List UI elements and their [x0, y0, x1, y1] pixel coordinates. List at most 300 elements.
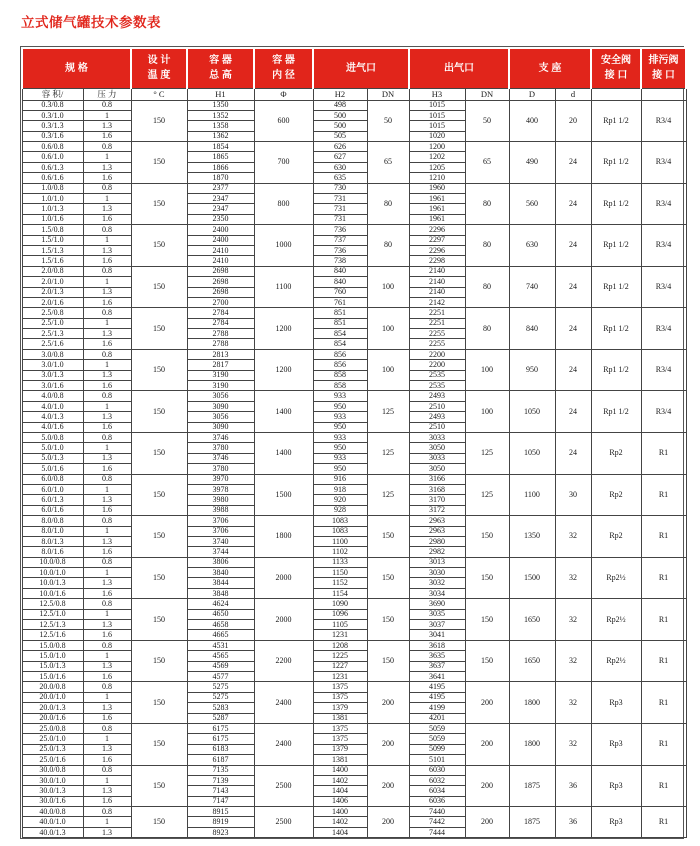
cell-h1: 4624: [187, 599, 254, 609]
cell-spec: 12.5/1.0: [22, 609, 83, 619]
cell-h3: 3166: [409, 474, 465, 484]
cell-h2: 858: [313, 370, 367, 380]
cell-spec: 6.0/1.3: [22, 495, 83, 505]
cell-spec: 1.0/1.3: [22, 204, 83, 214]
cell-pressure: 1.3: [83, 620, 131, 630]
cell-h1: 3706: [187, 526, 254, 536]
cell-spec: 5.0/0.8: [22, 433, 83, 443]
cell-spec: 4.0/1.6: [22, 422, 83, 432]
cell-h2: 950: [313, 422, 367, 432]
cell-h3: 1015: [409, 110, 465, 120]
cell-h3: 2251: [409, 318, 465, 328]
cell-h3: 3168: [409, 484, 465, 494]
cell-support-bolt-d: 24: [555, 433, 591, 475]
cell-pressure: 0.8: [83, 433, 131, 443]
cell-h3: 3172: [409, 505, 465, 515]
cell-h1: 1866: [187, 162, 254, 172]
cell-h3: 1200: [409, 142, 465, 152]
cell-inlet-dn: 65: [367, 142, 409, 184]
cell-pressure: 0.8: [83, 516, 131, 526]
cell-support-d: 740: [509, 266, 555, 308]
cell-spec: 5.0/1.3: [22, 453, 83, 463]
cell-h2: 933: [313, 412, 367, 422]
cell-h2: 1133: [313, 557, 367, 567]
cell-safety-valve-port: Rp1 1/2: [591, 266, 641, 308]
cell-inlet-dn: 80: [367, 183, 409, 225]
cell-h2: 500: [313, 110, 367, 120]
cell-h1: 2410: [187, 245, 254, 255]
cell-h1: 6175: [187, 734, 254, 744]
cell-support-d: 1875: [509, 807, 555, 838]
cell-h3: 3035: [409, 609, 465, 619]
cell-spec: 4.0/1.0: [22, 401, 83, 411]
spec-table-wrapper: [20, 46, 684, 839]
cell-drain-valve-port: R3/4: [641, 142, 686, 184]
cell-h2: 761: [313, 297, 367, 307]
cell-h1: 2400: [187, 235, 254, 245]
cell-spec: 0.6/1.0: [22, 152, 83, 162]
cell-h2: 1154: [313, 588, 367, 598]
cell-h2: 1083: [313, 516, 367, 526]
cell-spec: 3.0/1.3: [22, 370, 83, 380]
cell-h2: 933: [313, 391, 367, 401]
table-row: [22, 640, 686, 650]
subheader-phi: Φ: [254, 88, 313, 100]
cell-safety-valve-port: Rp2½: [591, 557, 641, 599]
cell-h1: 3706: [187, 516, 254, 526]
cell-pressure: 0.8: [83, 142, 131, 152]
cell-pressure: 1.3: [83, 661, 131, 671]
cell-spec: 25.0/0.8: [22, 723, 83, 733]
cell-support-d: 1100: [509, 474, 555, 516]
subheader-drain-blank: [641, 88, 686, 100]
cell-safety-valve-port: Rp1 1/2: [591, 225, 641, 267]
cell-support-bolt-d: 36: [555, 765, 591, 807]
cell-pressure: 1: [83, 152, 131, 162]
cell-h2: 854: [313, 329, 367, 339]
cell-pressure: 1.6: [83, 505, 131, 515]
cell-h2: 1375: [313, 692, 367, 702]
cell-spec: 6.0/0.8: [22, 474, 83, 484]
cell-h2: 500: [313, 121, 367, 131]
spec-table-body: [22, 88, 686, 838]
cell-h1: 3746: [187, 453, 254, 463]
cell-drain-valve-port: R3/4: [641, 308, 686, 350]
cell-design-temp: 150: [131, 183, 187, 225]
cell-h3: 2296: [409, 225, 465, 235]
cell-pressure: 1: [83, 443, 131, 453]
cell-h3: 3637: [409, 661, 465, 671]
cell-inner-diameter: 2400: [254, 723, 313, 765]
cell-h1: 5283: [187, 703, 254, 713]
cell-pressure: 1.3: [83, 287, 131, 297]
cell-inlet-dn: 125: [367, 474, 409, 516]
cell-design-temp: 150: [131, 100, 187, 142]
cell-support-bolt-d: 24: [555, 349, 591, 391]
cell-h1: 2788: [187, 339, 254, 349]
cell-h3: 2493: [409, 391, 465, 401]
cell-spec: 6.0/1.0: [22, 484, 83, 494]
cell-h3: 5059: [409, 734, 465, 744]
cell-h3: 1961: [409, 214, 465, 224]
cell-pressure: 1: [83, 609, 131, 619]
cell-h3: 2255: [409, 329, 465, 339]
cell-spec: 30.0/1.0: [22, 775, 83, 785]
cell-drain-valve-port: R1: [641, 640, 686, 682]
cell-spec: 1.5/0.8: [22, 225, 83, 235]
subheader-pressure: 压 力: [83, 88, 131, 100]
cell-inner-diameter: 1200: [254, 308, 313, 350]
header-spec: 规 格: [22, 48, 131, 88]
cell-h1: 7147: [187, 796, 254, 806]
cell-inner-diameter: 1500: [254, 474, 313, 516]
cell-h2: 1402: [313, 817, 367, 827]
cell-outlet-dn: 80: [465, 266, 509, 308]
cell-spec: 8.0/0.8: [22, 516, 83, 526]
cell-h2: 1105: [313, 620, 367, 630]
cell-spec: 2.5/1.0: [22, 318, 83, 328]
cell-pressure: 1: [83, 484, 131, 494]
header-inlet: 进气口: [313, 48, 409, 88]
cell-h3: 2510: [409, 422, 465, 432]
cell-h1: 4569: [187, 661, 254, 671]
cell-safety-valve-port: Rp1 1/2: [591, 100, 641, 142]
cell-support-d: 1650: [509, 640, 555, 682]
cell-drain-valve-port: R1: [641, 682, 686, 724]
cell-spec: 8.0/1.0: [22, 526, 83, 536]
cell-spec: 40.0/0.8: [22, 807, 83, 817]
cell-inlet-dn: 150: [367, 557, 409, 599]
cell-h2: 918: [313, 484, 367, 494]
cell-h3: 2142: [409, 297, 465, 307]
cell-h3: 2963: [409, 516, 465, 526]
cell-h3: 2298: [409, 256, 465, 266]
cell-h2: 1381: [313, 713, 367, 723]
cell-h2: 1231: [313, 630, 367, 640]
cell-h1: 2788: [187, 329, 254, 339]
cell-safety-valve-port: Rp1 1/2: [591, 142, 641, 184]
table-row: [22, 516, 686, 526]
cell-drain-valve-port: R1: [641, 474, 686, 516]
cell-pressure: 1.6: [83, 713, 131, 723]
cell-pressure: 1: [83, 277, 131, 287]
cell-h3: 2140: [409, 277, 465, 287]
subheader-row: [22, 88, 686, 100]
cell-h2: 760: [313, 287, 367, 297]
cell-outlet-dn: 125: [465, 433, 509, 475]
cell-safety-valve-port: Rp2: [591, 516, 641, 558]
cell-h2: 950: [313, 401, 367, 411]
cell-h3: 3034: [409, 588, 465, 598]
cell-drain-valve-port: R1: [641, 599, 686, 641]
cell-support-d: 1350: [509, 516, 555, 558]
cell-pressure: 1.6: [83, 796, 131, 806]
cell-h1: 2784: [187, 308, 254, 318]
cell-h2: 736: [313, 245, 367, 255]
cell-h3: 2296: [409, 245, 465, 255]
cell-h2: 1231: [313, 671, 367, 681]
table-row: [22, 723, 686, 733]
cell-inlet-dn: 125: [367, 433, 409, 475]
cell-h2: 1150: [313, 568, 367, 578]
cell-design-temp: 150: [131, 142, 187, 184]
cell-drain-valve-port: R1: [641, 723, 686, 765]
subheader-h1: H1: [187, 88, 254, 100]
cell-h3: 2535: [409, 370, 465, 380]
cell-h3: 3037: [409, 620, 465, 630]
cell-pressure: 1.3: [83, 329, 131, 339]
cell-design-temp: 150: [131, 599, 187, 641]
cell-pressure: 1.3: [83, 453, 131, 463]
cell-spec: 40.0/1.0: [22, 817, 83, 827]
table-row: [22, 142, 686, 152]
cell-h3: 2200: [409, 349, 465, 359]
table-row: [22, 682, 686, 692]
table-row: [22, 349, 686, 359]
cell-inner-diameter: 2200: [254, 640, 313, 682]
cell-h3: 7444: [409, 827, 465, 837]
cell-h3: 3641: [409, 671, 465, 681]
cell-pressure: 0.8: [83, 723, 131, 733]
cell-inner-diameter: 2500: [254, 765, 313, 807]
cell-h1: 3844: [187, 578, 254, 588]
cell-h2: 737: [313, 235, 367, 245]
table-row: [22, 557, 686, 567]
cell-spec: 1.0/1.6: [22, 214, 83, 224]
subheader-h3: H3: [409, 88, 465, 100]
spec-table-header: [22, 48, 686, 88]
cell-drain-valve-port: R1: [641, 516, 686, 558]
cell-spec: 1.5/1.3: [22, 245, 83, 255]
cell-h2: 626: [313, 142, 367, 152]
cell-h2: 933: [313, 433, 367, 443]
cell-pressure: 0.8: [83, 308, 131, 318]
cell-design-temp: 150: [131, 765, 187, 807]
cell-drain-valve-port: R3/4: [641, 391, 686, 433]
cell-spec: 0.3/1.3: [22, 121, 83, 131]
cell-outlet-dn: 100: [465, 391, 509, 433]
cell-inner-diameter: 1000: [254, 225, 313, 267]
cell-h3: 6030: [409, 765, 465, 775]
cell-h1: 3978: [187, 484, 254, 494]
cell-h2: 1400: [313, 807, 367, 817]
cell-design-temp: 150: [131, 349, 187, 391]
cell-drain-valve-port: R1: [641, 807, 686, 838]
cell-safety-valve-port: Rp3: [591, 807, 641, 838]
cell-h2: 1225: [313, 651, 367, 661]
cell-h1: 1870: [187, 173, 254, 183]
cell-h2: 1379: [313, 703, 367, 713]
cell-h1: 8923: [187, 827, 254, 837]
cell-spec: 1.0/1.0: [22, 194, 83, 204]
cell-pressure: 1: [83, 194, 131, 204]
cell-outlet-dn: 150: [465, 640, 509, 682]
cell-pressure: 1.3: [83, 162, 131, 172]
cell-h1: 7139: [187, 775, 254, 785]
cell-inlet-dn: 150: [367, 516, 409, 558]
cell-pressure: 1: [83, 692, 131, 702]
header-drain-valve: 排污阀 接 口: [641, 48, 686, 88]
cell-inlet-dn: 150: [367, 599, 409, 641]
cell-pressure: 1.3: [83, 786, 131, 796]
cell-h1: 2698: [187, 287, 254, 297]
cell-spec: 0.6/1.3: [22, 162, 83, 172]
cell-safety-valve-port: Rp2½: [591, 640, 641, 682]
cell-support-bolt-d: 30: [555, 474, 591, 516]
cell-h1: 4650: [187, 609, 254, 619]
cell-h1: 1358: [187, 121, 254, 131]
cell-h3: 2200: [409, 360, 465, 370]
cell-support-bolt-d: 36: [555, 807, 591, 838]
table-row: [22, 765, 686, 775]
cell-h2: 498: [313, 100, 367, 110]
cell-support-d: 630: [509, 225, 555, 267]
cell-drain-valve-port: R1: [641, 557, 686, 599]
cell-h1: 2347: [187, 194, 254, 204]
cell-h3: 2510: [409, 401, 465, 411]
cell-h2: 1083: [313, 526, 367, 536]
cell-spec: 25.0/1.3: [22, 744, 83, 754]
cell-h2: 738: [313, 256, 367, 266]
cell-h3: 1020: [409, 131, 465, 141]
cell-support-d: 1800: [509, 682, 555, 724]
cell-support-bolt-d: 32: [555, 723, 591, 765]
cell-pressure: 1: [83, 734, 131, 744]
cell-support-d: 1800: [509, 723, 555, 765]
cell-h2: 1100: [313, 536, 367, 546]
cell-inner-diameter: 600: [254, 100, 313, 142]
cell-support-bolt-d: 32: [555, 682, 591, 724]
cell-h1: 3056: [187, 391, 254, 401]
cell-pressure: 0.8: [83, 183, 131, 193]
cell-spec: 3.0/1.6: [22, 381, 83, 391]
cell-h1: 3056: [187, 412, 254, 422]
cell-h2: 840: [313, 266, 367, 276]
cell-support-d: 1050: [509, 433, 555, 475]
cell-h1: 2377: [187, 183, 254, 193]
cell-h1: 3980: [187, 495, 254, 505]
cell-h2: 858: [313, 381, 367, 391]
cell-outlet-dn: 150: [465, 599, 509, 641]
cell-h2: 928: [313, 505, 367, 515]
cell-h3: 1202: [409, 152, 465, 162]
cell-inlet-dn: 80: [367, 225, 409, 267]
cell-pressure: 1.6: [83, 256, 131, 266]
cell-support-bolt-d: 24: [555, 266, 591, 308]
cell-h1: 5275: [187, 682, 254, 692]
cell-spec: 20.0/1.0: [22, 692, 83, 702]
cell-pressure: 1.6: [83, 588, 131, 598]
cell-h3: 3050: [409, 464, 465, 474]
cell-inner-diameter: 2500: [254, 807, 313, 838]
cell-h2: 1090: [313, 599, 367, 609]
cell-spec: 40.0/1.3: [22, 827, 83, 837]
cell-h2: 635: [313, 173, 367, 183]
table-row: [22, 308, 686, 318]
cell-spec: 2.0/1.6: [22, 297, 83, 307]
header-safety-valve: 安全阀 接 口: [591, 48, 641, 88]
cell-outlet-dn: 200: [465, 723, 509, 765]
cell-spec: 2.5/1.6: [22, 339, 83, 349]
cell-h1: 4577: [187, 671, 254, 681]
cell-h3: 2535: [409, 381, 465, 391]
header-total-height: 容 器 总 高: [187, 48, 254, 88]
cell-spec: 4.0/0.8: [22, 391, 83, 401]
cell-safety-valve-port: Rp1 1/2: [591, 183, 641, 225]
cell-drain-valve-port: R3/4: [641, 266, 686, 308]
cell-h1: 6183: [187, 744, 254, 754]
cell-spec: 20.0/0.8: [22, 682, 83, 692]
cell-h1: 2698: [187, 266, 254, 276]
cell-inner-diameter: 1400: [254, 433, 313, 475]
cell-spec: 2.0/0.8: [22, 266, 83, 276]
cell-h2: 1400: [313, 765, 367, 775]
cell-h2: 730: [313, 183, 367, 193]
cell-h1: 1350: [187, 100, 254, 110]
cell-h3: 7440: [409, 807, 465, 817]
cell-safety-valve-port: Rp1 1/2: [591, 349, 641, 391]
cell-design-temp: 150: [131, 225, 187, 267]
cell-spec: 4.0/1.3: [22, 412, 83, 422]
cell-outlet-dn: 80: [465, 183, 509, 225]
cell-support-d: 840: [509, 308, 555, 350]
cell-support-bolt-d: 32: [555, 599, 591, 641]
cell-drain-valve-port: R1: [641, 433, 686, 475]
cell-drain-valve-port: R3/4: [641, 349, 686, 391]
cell-support-d: 1050: [509, 391, 555, 433]
cell-safety-valve-port: Rp2: [591, 433, 641, 475]
cell-h3: 3030: [409, 568, 465, 578]
cell-h3: 6034: [409, 786, 465, 796]
cell-safety-valve-port: Rp1 1/2: [591, 308, 641, 350]
cell-h1: 2410: [187, 256, 254, 266]
cell-h2: 851: [313, 318, 367, 328]
cell-h3: 2982: [409, 547, 465, 557]
cell-spec: 12.5/0.8: [22, 599, 83, 609]
header-design-temp: 设 计 温 度: [131, 48, 187, 88]
cell-h2: 505: [313, 131, 367, 141]
cell-spec: 10.0/1.3: [22, 578, 83, 588]
cell-outlet-dn: 150: [465, 557, 509, 599]
cell-drain-valve-port: R3/4: [641, 183, 686, 225]
cell-design-temp: 150: [131, 807, 187, 838]
cell-outlet-dn: 200: [465, 807, 509, 838]
cell-inner-diameter: 2400: [254, 682, 313, 724]
cell-spec: 8.0/1.3: [22, 536, 83, 546]
cell-h1: 1352: [187, 110, 254, 120]
cell-h3: 3041: [409, 630, 465, 640]
cell-h2: 1406: [313, 796, 367, 806]
cell-spec: 0.6/1.6: [22, 173, 83, 183]
spec-table: [21, 47, 687, 838]
cell-pressure: 0.8: [83, 557, 131, 567]
cell-h2: 731: [313, 214, 367, 224]
cell-spec: 15.0/0.8: [22, 640, 83, 650]
cell-pressure: 0.8: [83, 682, 131, 692]
cell-spec: 15.0/1.3: [22, 661, 83, 671]
cell-h1: 3780: [187, 443, 254, 453]
cell-pressure: 1.6: [83, 297, 131, 307]
cell-h2: 731: [313, 204, 367, 214]
cell-pressure: 0.8: [83, 349, 131, 359]
cell-pressure: 1.6: [83, 131, 131, 141]
cell-h1: 4658: [187, 620, 254, 630]
cell-h1: 3090: [187, 422, 254, 432]
cell-h1: 3190: [187, 370, 254, 380]
table-row: [22, 100, 686, 110]
cell-h1: 3806: [187, 557, 254, 567]
cell-h1: 3840: [187, 568, 254, 578]
